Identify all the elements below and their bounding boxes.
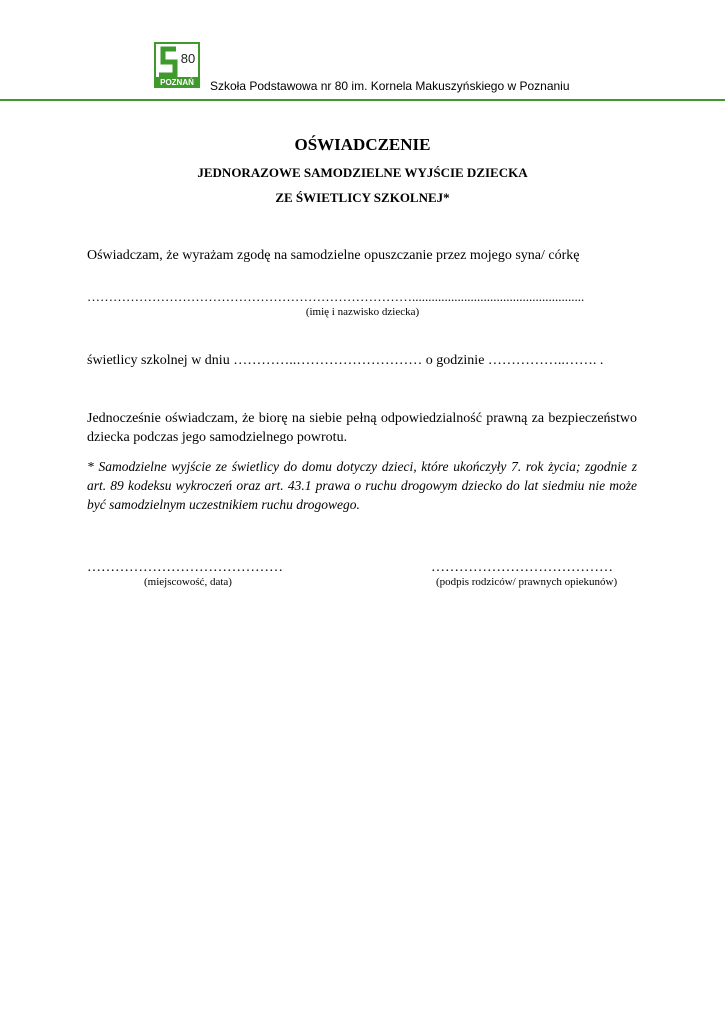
footnote: * Samodzielne wyjście ze świetlicy do domu dotyczy dzieci, które ukończyły 7. rok życia; zgodnie z art. 89 kodeksu wykroczeń oraz art. 43.1 prawa o ruchu drogowym dziecko do lat siedmiu nie może być samodzielnym uczestnikiem ruchu drogowego. — [87, 459, 637, 512]
document-subtitle-2: ZE ŚWIETLICY SZKOLNEJ* — [275, 190, 450, 205]
place-date-blank[interactable]: …………………………………… — [87, 560, 283, 575]
child-name-blank[interactable]: …………………………………………………………………..................................................... — [87, 289, 585, 304]
logo-city: POZNAŃ — [160, 78, 194, 87]
document-title: OŚWIADCZENIE — [294, 135, 431, 154]
school-logo-icon — [154, 42, 200, 88]
child-name-caption: (imię i nazwisko dziecka) — [305, 306, 420, 318]
place-date-caption: (miejscowość, data) — [144, 576, 232, 588]
signature-blank[interactable]: ………………………………… — [431, 560, 613, 575]
responsibility-statement: Jednocześnie oświadczam, że biorę na siebie pełną odpowiedzialność prawną za bezpieczeństwo dziecka podczas jego samodzielnego powrotu. — [87, 411, 637, 445]
header-divider — [0, 99, 725, 101]
date-time-line[interactable]: świetlicy szkolnej w dniu …………..……………………… o godzinie ……………..……. . — [87, 353, 604, 368]
logo-number: 80 — [180, 51, 196, 66]
signature-caption: (podpis rodziców/ prawnych opiekunów) — [436, 576, 618, 588]
document-subtitle-1: JEDNORAZOWE SAMODZIELNE WYJŚCIE DZIECKA — [197, 165, 528, 180]
consent-statement: Oświadczam, że wyrażam zgodę na samodzielne opuszczanie przez mojego syna/ córkę — [87, 248, 580, 263]
school-name: Szkoła Podstawowa nr 80 im. Kornela Makuszyńskiego w Poznaniu — [210, 79, 570, 93]
